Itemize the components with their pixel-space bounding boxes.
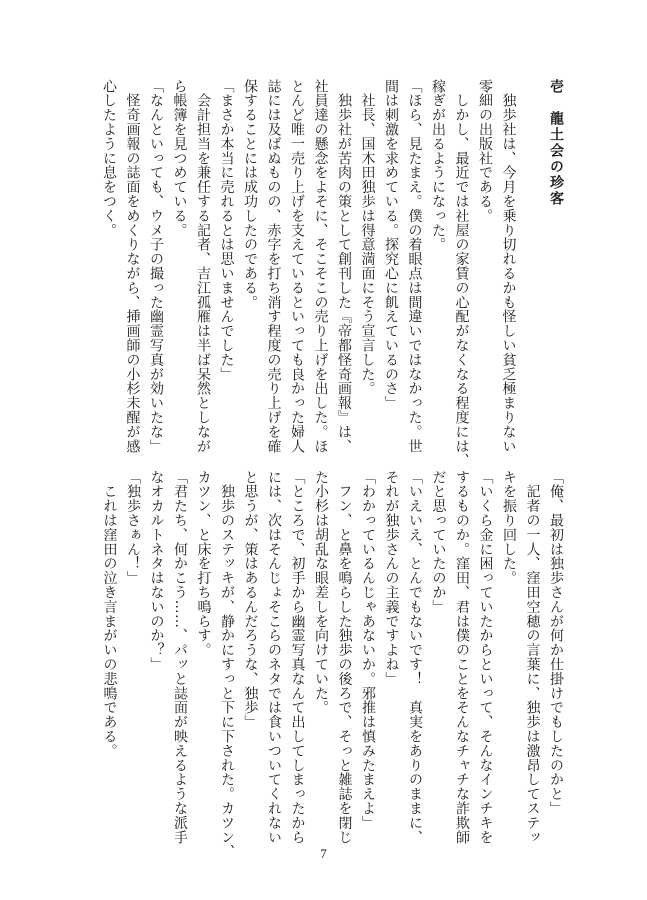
text-line: 記者の一人、窪田空穂の言葉に、独歩は激昂してステッ xyxy=(524,470,541,845)
text-line: 「ところで、初手から幽霊写真なんて出してしまったから xyxy=(289,470,306,845)
text-line: 社長、国木田独歩は得意満面にそう宣言した。 xyxy=(359,79,376,396)
text-line: 「君たち、何かこう……、パッと誌面が映えるような派手 xyxy=(172,470,188,845)
text-line: には、次はそんじょそこらのネタでは食いついてくれない xyxy=(266,470,282,845)
text-line: 誌には及ばぬものの、赤字を打ち消す程度の売り上げを確 xyxy=(265,79,282,454)
text-line: しかし、最近では社屋の家賃の心配がなくなる程度には、 xyxy=(453,79,470,468)
text-line: 「独歩さぁん！」 xyxy=(125,470,141,586)
text-line: 怪奇画報の誌面をめくりながら、挿画師の小杉未醒が感 xyxy=(124,79,141,454)
text-line: 「ほら、見たまえ。僕の着眼点は間違いではなかった。世 xyxy=(406,79,423,454)
text-line: するものか。窪田、君は僕のことをそんなチャチな詐欺師 xyxy=(454,470,470,845)
text-line: 「いくら金に困っていたからといって、そんなインチキを xyxy=(477,470,494,845)
text-line: 稼ぎが出るようになった。 xyxy=(430,79,446,252)
text-line: ら帳簿を見つめている。 xyxy=(171,79,188,238)
text-line: 「まさか本当に売れるとは思いませんでした」 xyxy=(218,79,235,382)
text-line: 「いえいえ、とんでもないです！ 真実をありのままに、 xyxy=(407,470,423,845)
text-line: だと思っていたのか」 xyxy=(430,470,447,614)
text-line: 心したように息をつく。 xyxy=(101,79,117,238)
text-line: フン、と鼻を鳴らした独歩の後ろで、そっと雑誌を閉じ xyxy=(336,470,353,845)
upper-text-block xyxy=(97,79,568,468)
chapter-heading: 壱 龍土会の珍客 xyxy=(548,79,564,207)
text-line: 社員達の懸念をよそに、そこそこの売り上げを出した。ほ xyxy=(312,79,329,454)
text-line: 独歩社が苦肉の策として創刊した『帝都怪奇画報』は、 xyxy=(336,79,352,454)
text-line: なオカルトネタはないのか？」 xyxy=(148,470,165,672)
text-line: 間は刺激を求めている。探究心に飢えているのさ」 xyxy=(383,79,399,411)
heading-spacer xyxy=(520,79,544,449)
text-line: カツン、と床を打ち鳴らす。 xyxy=(195,470,212,658)
text-line: 保することには成功したのである。 xyxy=(242,79,258,310)
lower-text-block xyxy=(97,470,567,859)
page-number: 7 xyxy=(320,846,327,861)
text-line: それが独歩さんの主義ですよね」 xyxy=(383,470,400,686)
text-line: 会計担当を兼任する記者、吉江孤雁は半ば呆然としなが xyxy=(195,79,211,454)
text-line: た小杉は胡乱な眼差しを向けていた。 xyxy=(313,470,329,715)
text-line: 独歩のステッキが、静かにすっと下に下された。カツン、 xyxy=(219,470,235,859)
text-line: とんど唯一売り上げを支えているといっても良かった婦人 xyxy=(289,79,305,454)
text-line: 独歩社は、今月を乗り切れるかも怪しい貧乏極まりない xyxy=(500,79,517,454)
text-line: 「なんといっても、ウメ子の撮った幽霊写真が効いたな」 xyxy=(148,79,164,454)
text-line: キを振り回した。 xyxy=(501,470,517,586)
text-line: と思うが、策はあるんだろうな、独歩」 xyxy=(242,470,259,730)
text-line: これは窪田の泣き言まがいの悲鳴である。 xyxy=(101,470,118,758)
text-line: 「俺、最初は独歩さんが何か仕掛けでもしたのかと」 xyxy=(548,470,564,816)
text-line: 「わかっているんじゃあないか。邪推は慎みたまえよ」 xyxy=(360,470,376,830)
text-line: 零細の出版社である。 xyxy=(477,79,493,223)
